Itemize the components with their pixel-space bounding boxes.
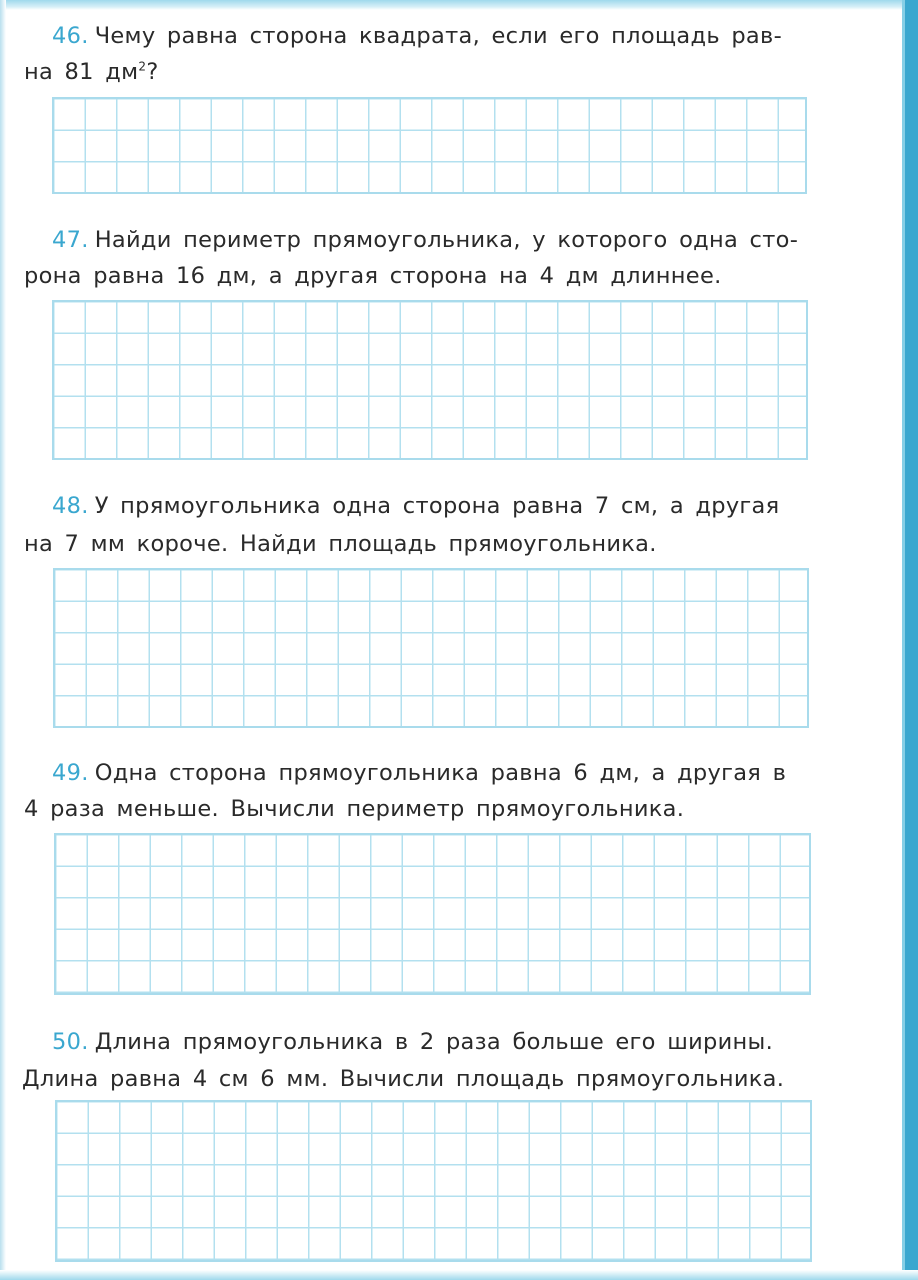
- task-50-line2: Длина равна 4 см 6 мм. Вычисли площадь прямоугольника.: [22, 1066, 785, 1092]
- task-46-answer-grid[interactable]: [52, 97, 807, 194]
- task-46-superscript: 2: [138, 59, 147, 74]
- top-decor-band: [0, 0, 918, 10]
- task-49-line1: [52, 755, 856, 791]
- task-50-text-line1: Длина прямоугольника в 2 раза больше его ширины.: [94, 1029, 774, 1055]
- right-page-border: [902, 0, 918, 1280]
- task-47-line2: рона равна 16 дм, а другая сторона на 4 дм длиннее.: [24, 263, 722, 289]
- task-47-answer-grid[interactable]: [52, 300, 808, 460]
- task-49-answer-grid[interactable]: [54, 833, 811, 995]
- task-46-number: 46.: [52, 23, 89, 49]
- task-50-number: 50.: [52, 1029, 89, 1055]
- task-48-answer-grid[interactable]: [53, 568, 809, 728]
- task-46-line2: [24, 54, 324, 90]
- task-47-line1: [52, 222, 852, 258]
- task-46-text-line2: на 81 дм: [24, 59, 139, 85]
- task-48-line2: на 7 мм короче. Найди площадь прямоугольника.: [24, 531, 657, 557]
- task-47-text-line1: Найди периметр прямоугольника, у которого одна сто-: [94, 227, 799, 253]
- bottom-edge: [0, 1270, 918, 1280]
- task-48-text-line1: У прямоугольника одна сторона равна 7 см, а другая: [94, 493, 780, 519]
- left-edge: [0, 0, 6, 1280]
- task-49-line2: 4 раза меньше. Вычисли периметр прямоугольника.: [24, 796, 685, 822]
- task-48-line1: [52, 488, 856, 524]
- right-border-highlight: [902, 0, 905, 1280]
- task-50-answer-grid[interactable]: [55, 1100, 812, 1262]
- task-49-text-line1: Одна сторона прямоугольника равна 6 дм, а другая в: [94, 760, 787, 786]
- task-46-line1: [52, 18, 852, 54]
- task-49-number: 49.: [52, 760, 89, 786]
- task-50-line1: [52, 1024, 862, 1060]
- task-48-number: 48.: [52, 493, 89, 519]
- task-47-number: 47.: [52, 227, 89, 253]
- task-46-text-line1: Чему равна сторона квадрата, если его площадь рав-: [94, 23, 782, 49]
- task-46-text-suffix: ?: [146, 59, 159, 85]
